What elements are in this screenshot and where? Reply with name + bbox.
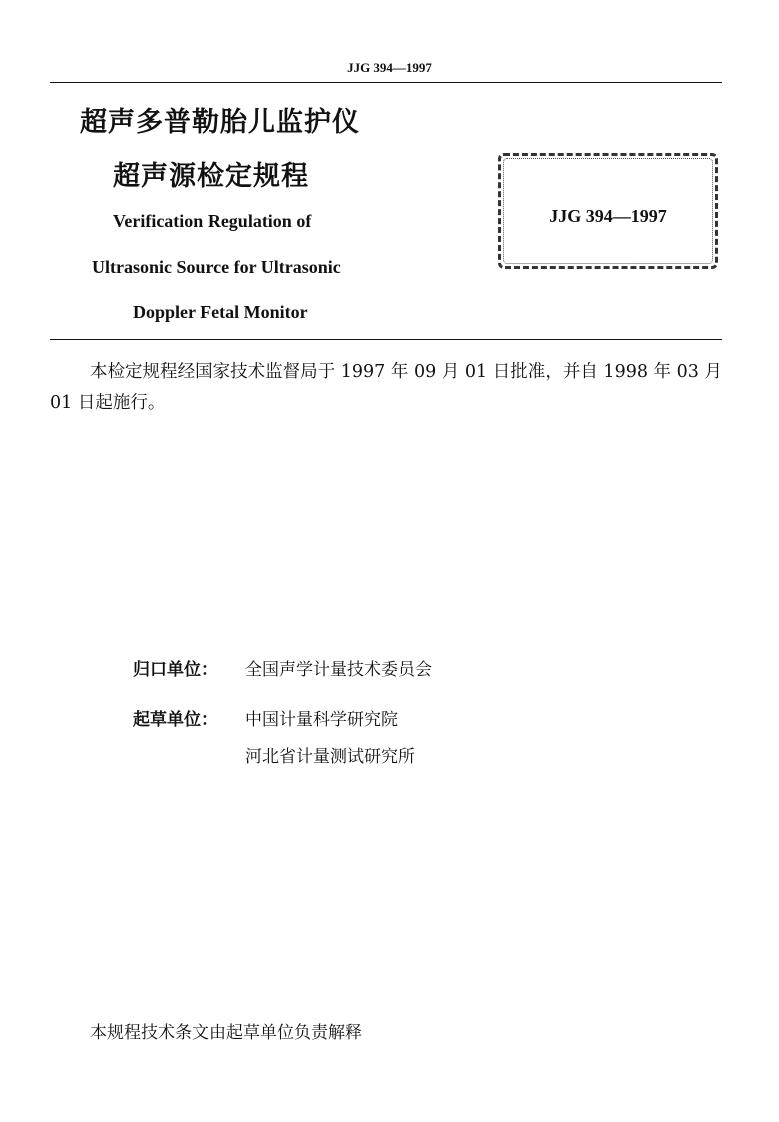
title-cn-line2: 超声源检定规程 (113, 161, 309, 192)
footer-note: 本规程技术条文由起草单位负责解释 (90, 1023, 362, 1043)
responsible-unit-label: 归口单位： (133, 660, 218, 680)
title-en-line1: Verification Regulation of (113, 211, 312, 231)
drafting-unit-value-2: 河北省计量测试研究所 (245, 747, 415, 767)
approval-statement: 本检定规程经国家技术监督局于 1997 年 09 月 01 日批准，并自 1998 年 03 月 01 日起施行。 (50, 362, 722, 413)
title-cn-line1: 超声多普勒胎儿监护仪 (80, 107, 360, 138)
badge-code: JJG 394—1997 (549, 206, 667, 226)
title-en-line3: Doppler Fetal Monitor (133, 302, 308, 322)
responsible-unit-value: 全国声学计量技术委员会 (245, 660, 432, 680)
title-en-line2: Ultrasonic Source for Ultrasonic (92, 257, 341, 277)
header-code: JJG 394—1997 (347, 60, 432, 75)
drafting-unit-value-1: 中国计量科学研究院 (245, 710, 398, 730)
drafting-unit-label: 起草单位： (133, 710, 218, 730)
header-rule (50, 82, 722, 83)
regulation-code-badge (498, 153, 718, 269)
title-rule (50, 339, 722, 340)
